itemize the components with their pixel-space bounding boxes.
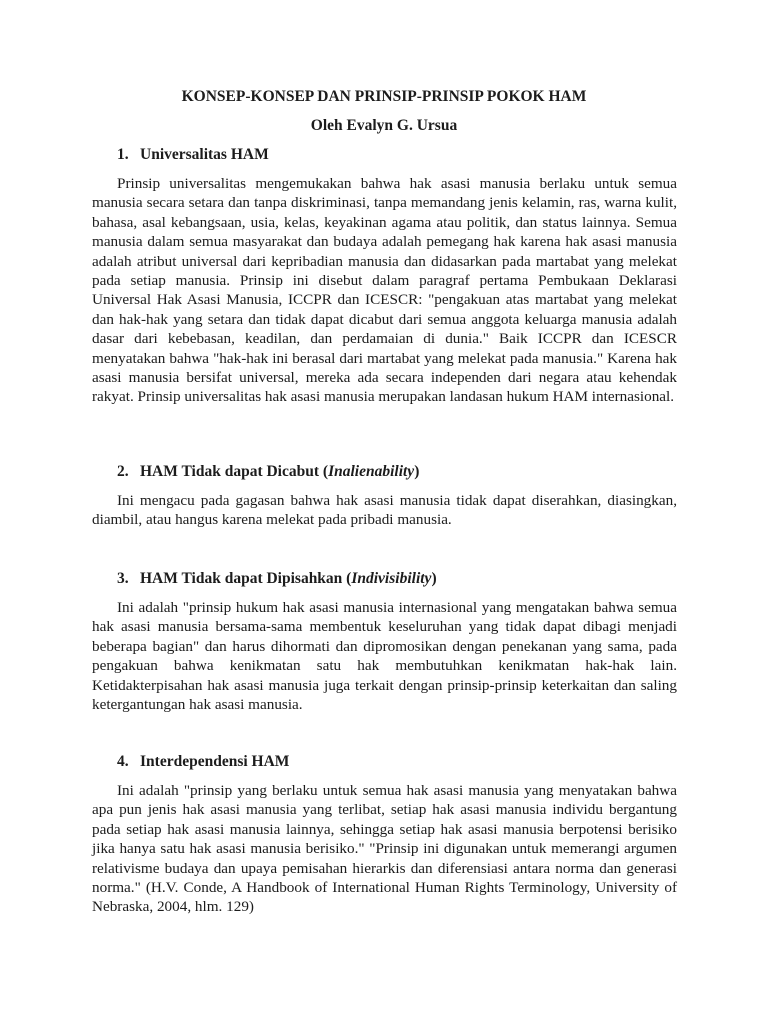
section-heading-text: HAM Tidak dapat Dipisahkan (	[140, 570, 352, 587]
section-heading-interdependensi	[117, 753, 289, 771]
section-heading-text: Interdependensi HAM	[140, 753, 290, 770]
section-number: 2.	[117, 463, 129, 480]
document-author: Oleh Evalyn G. Ursua	[310, 117, 458, 134]
section-heading-italic-term: Inalienability	[328, 463, 415, 480]
section-heading-inalienability	[117, 463, 419, 481]
section-heading-universalitas	[117, 146, 269, 164]
section-heading-suffix: )	[414, 463, 420, 480]
section-heading-italic-term: Indivisibility	[351, 570, 432, 587]
section-heading-suffix: )	[431, 570, 437, 587]
document-title: KONSEP-KONSEP DAN PRINSIP-PRINSIP POKOK HAM	[181, 88, 587, 105]
section-body-interdependensi: Ini adalah "prinsip yang berlaku untuk semua hak asasi manusia yang menyatakan bahwa apa pun jenis hak asasi manusia yang terlibat, setiap hak asasi manusia individu bergantung pada setiap hak asasi manusia lainnya, sehingga setiap hak asasi manusia berpotensi berisiko jika hanya satu hak asasi manusia berisiko." "Prinsip ini digunakan untuk memerangi argumen relativisme budaya dan upaya pemisahan hierarkis dan diferensiasi antara norma dan generasi norma." (H.V. Conde, A Handbook of International Human Rights Terminology, University of Nebraska, 2004, hlm. 129)	[92, 782, 677, 916]
section-number: 1.	[117, 146, 129, 163]
section-heading-text: Universalitas HAM	[140, 146, 269, 163]
section-number: 4.	[117, 753, 129, 770]
section-body-inalienability: Ini mengacu pada gagasan bahwa hak asasi manusia tidak dapat diserahkan, diasingkan, diambil, atau hangus karena melekat pada pribadi manusia.	[92, 492, 677, 529]
section-body-universalitas: Prinsip universalitas mengemukakan bahwa hak asasi manusia berlaku untuk semua manusia secara setara dan tanpa diskriminasi, tanpa memandang jenis kelamin, ras, warna kulit, bahasa, asal kebangsaan, usia, kelas, keyakinan agama atau politik, dan status lainnya. Semua manusia dalam semua masyarakat dan budaya adalah pemegang hak karena hak asasi manusia adalah atribut universal dari kepribadian manusia dan didasarkan pada martabat yang melekat pada setiap manusia. Prinsip ini disebut dalam paragraf pertama Pembukaan Deklarasi Universal Hak Asasi Manusia, ICCPR dan ICESCR: "pengakuan atas martabat yang melekat dan hak-hak yang setara dan tidak dapat dicabut dari semua anggota keluarga manusia adalah dasar dari kebebasan, keadilan, dan perdamaian di dunia." Baik ICCPR dan ICESCR menyatakan bahwa "hak-hak ini berasal dari martabat yang melekat pada manusia." Karena hak asasi manusia bersifat universal, mereka ada secara independen dari negara atau kehendak rakyat. Prinsip universalitas hak asasi manusia merupakan landasan hukum HAM internasional.	[92, 175, 677, 406]
section-heading-indivisibility	[117, 570, 437, 588]
section-heading-text: HAM Tidak dapat Dicabut (	[140, 463, 329, 480]
section-body-indivisibility: Ini adalah "prinsip hukum hak asasi manusia internasional yang mengatakan bahwa semua hak asasi manusia bersama-sama membentuk keseluruhan yang tidak dapat dibagi menjadi beberapa bagian" dan harus dihormati dan dipromosikan dengan penekanan yang sama, pada pengakuan bahwa kenikmatan satu hak membutuhkan kenikmatan hak-hak lain. Ketidakterpisahan hak asasi manusia juga terkait dengan prinsip-prinsip keterkaitan dan saling ketergantungan hak asasi manusia.	[92, 599, 677, 714]
section-number: 3.	[117, 570, 129, 587]
